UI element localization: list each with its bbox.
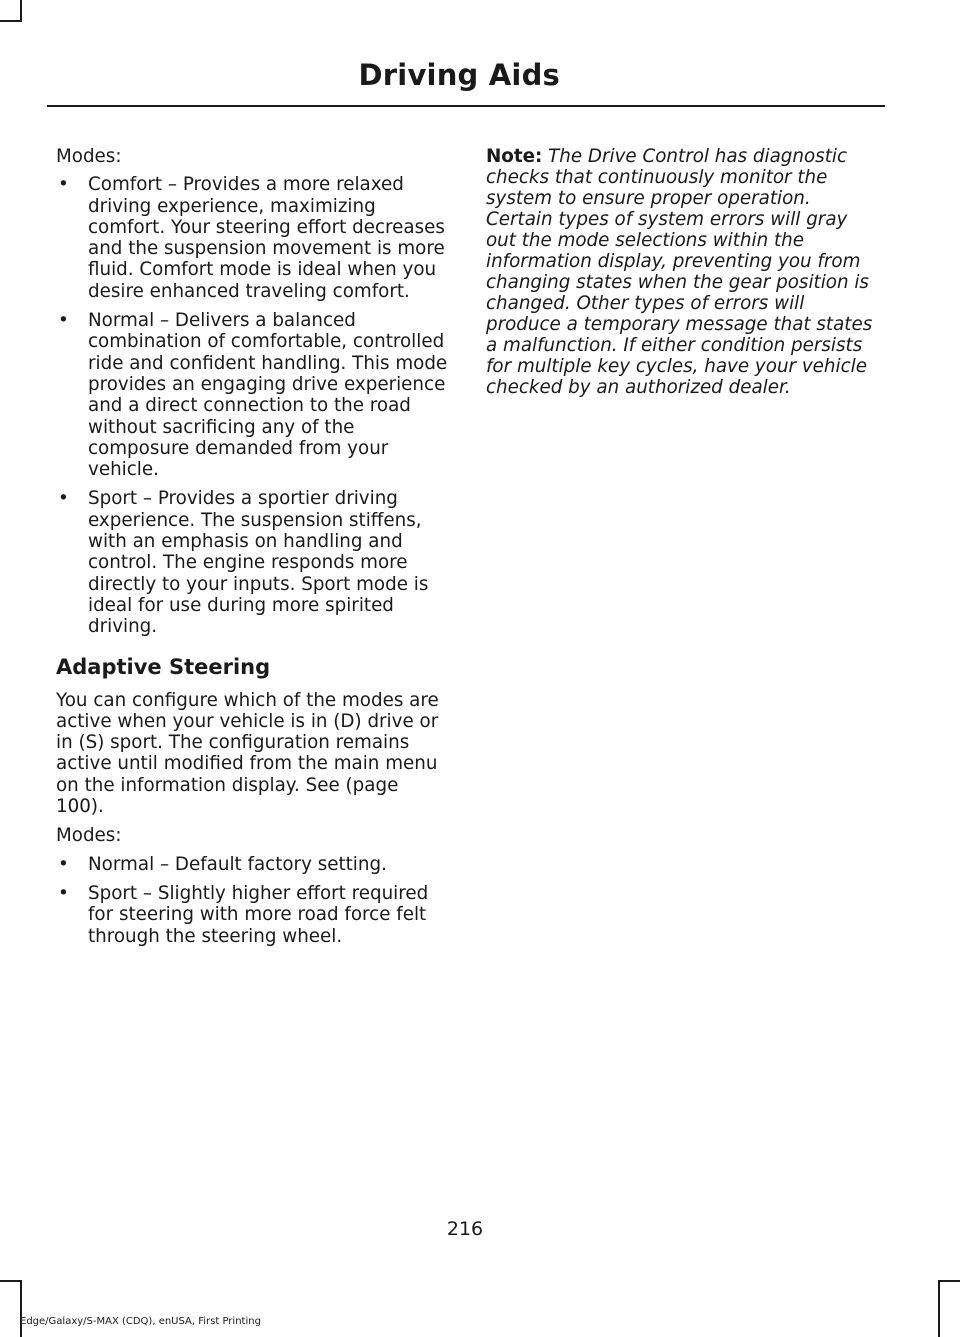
left-column <box>56 146 451 957</box>
note-paragraph <box>486 146 881 398</box>
bullet-icon: • <box>58 488 69 510</box>
list-item <box>56 310 451 480</box>
list-item-text: Normal – Delivers a balanced combination of comfortable, controlled ride and confident handling. This mode provides an engaging drive experience and a direct connection to the road without sacrificing any of the composure demanded from your vehicle. <box>88 310 448 481</box>
page-number: 216 <box>446 1218 484 1240</box>
publication-info: Edge/Galaxy/S-MAX (CDQ), enUSA, First Printing <box>20 1316 261 1327</box>
right-column <box>486 146 881 398</box>
crop-mark-bottom-left-vertical <box>20 1282 22 1337</box>
modes-label: Modes: <box>56 825 122 847</box>
drive-modes-list <box>56 174 451 637</box>
list-item <box>56 174 451 302</box>
bullet-icon: • <box>58 310 69 332</box>
note-text: The Drive Control has diagnostic checks that continuously monitor the system to ensure proper operation. Certain types of system errors will gray out the mode selections within the information display, preventing you from changing states when the gear position is changed. Other types of errors will produce a temporary message that states a malfunction. If either condition persists for multiple key cycles, have your vehicle checked by an authorized dealer. <box>486 146 873 398</box>
note-label: Note: <box>486 146 543 167</box>
steering-modes-list <box>56 854 451 947</box>
list-item-text: Sport – Provides a sportier driving experience. The suspension stiffens, with an emphasis on handling and control. The engine responds more directly to your inputs. Sport mode is ideal for use during more spirited driving. <box>88 488 429 638</box>
crop-mark-bottom-left-horizontal <box>0 1280 22 1282</box>
section-heading: Adaptive Steering <box>56 654 271 679</box>
section-paragraph: You can configure which of the modes are active when your vehicle is in (D) drive or in (S) sport. The configuration remains active until modified from the main menu on the information display. See (page 100). <box>56 689 439 818</box>
bullet-icon: • <box>58 174 69 196</box>
header-divider <box>47 105 885 107</box>
bullet-icon: • <box>58 853 69 875</box>
crop-mark-bottom-right-vertical <box>938 1282 940 1337</box>
list-item-text: Comfort – Provides a more relaxed driving experience, maximizing comfort. Your steering effort decreases and the suspension movement is more fluid. Comfort mode is ideal when you desire enhanced traveling comfort. <box>88 174 445 302</box>
page-title: Driving Aids <box>358 58 560 92</box>
bullet-icon: • <box>58 882 69 904</box>
list-item <box>56 883 451 947</box>
crop-mark-top-left-horizontal <box>0 20 22 22</box>
list-item-text: Normal – Default factory setting. <box>88 853 387 875</box>
modes-label: Modes: <box>56 146 122 167</box>
crop-mark-bottom-right-horizontal <box>938 1280 960 1282</box>
list-item <box>56 488 451 637</box>
list-item <box>56 854 451 875</box>
list-item-text: Sport – Slightly higher effort required for steering with more road force felt through the steering wheel. <box>88 882 429 947</box>
crop-mark-top-left-vertical <box>20 0 22 22</box>
